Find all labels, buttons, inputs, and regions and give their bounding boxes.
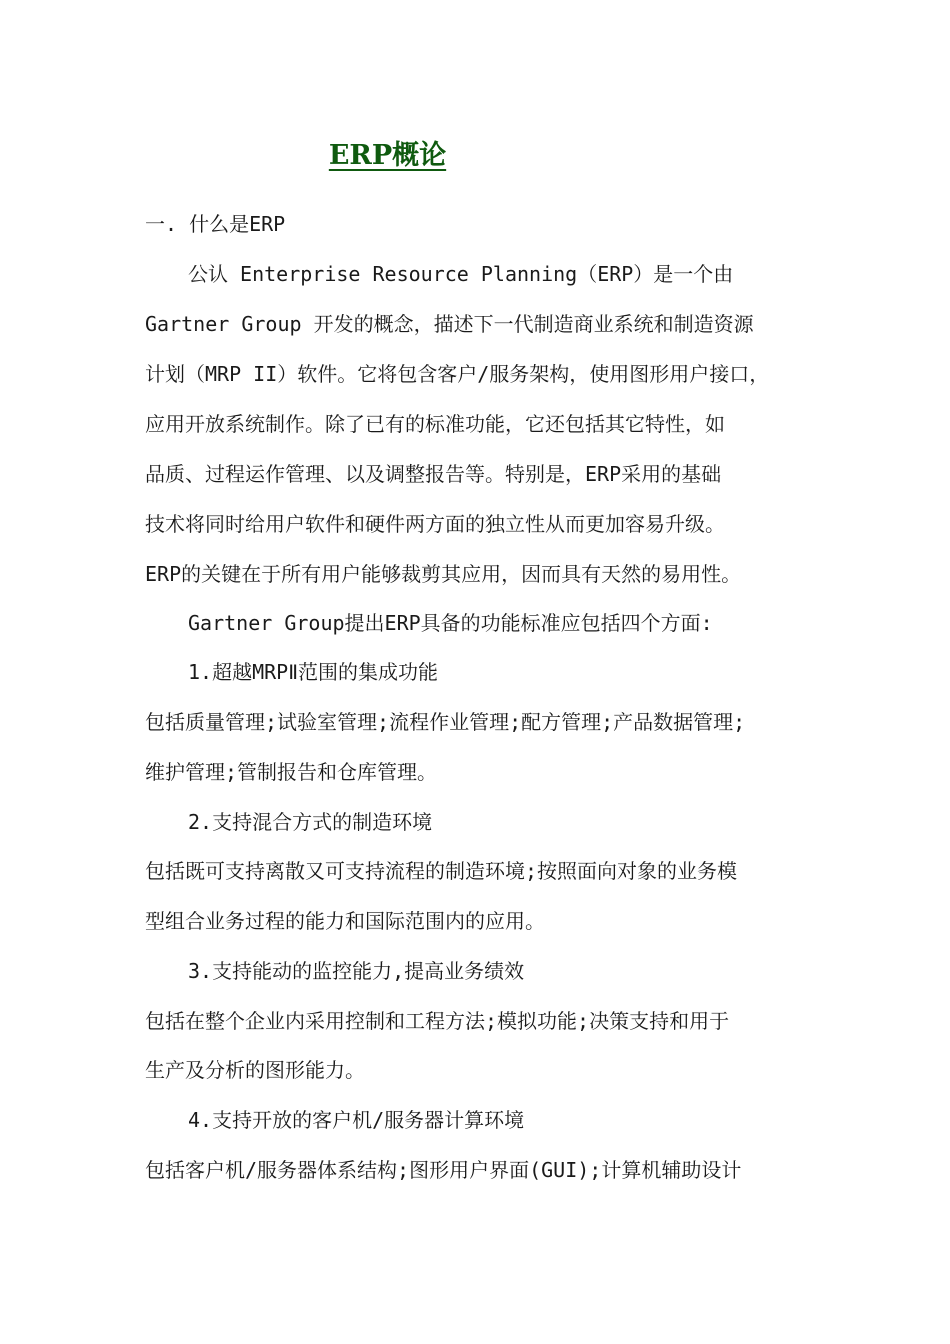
paragraph-line: ERP的关键在于所有用户能够裁剪其应用，因而具有天然的易用性。 <box>145 562 742 586</box>
paragraph-line: 包括既可支持离散又可支持流程的制造环境;按照面向对象的业务模 <box>145 859 738 883</box>
paragraph-line: 维护管理;管制报告和仓库管理。 <box>145 760 438 784</box>
paragraph-line: 型组合业务过程的能力和国际范围内的应用。 <box>145 909 545 933</box>
paragraph-line: Gartner Group提出ERP具备的功能标准应包括四个方面: <box>188 611 713 635</box>
list-item-heading: 3.支持能动的监控能力,提高业务绩效 <box>188 959 525 983</box>
paragraph-line: 公认 Enterprise Resource Planning（ERP）是一个由 <box>188 262 734 286</box>
list-item-heading: 2.支持混合方式的制造环境 <box>188 810 433 834</box>
document-title: ERP概论 <box>328 140 447 171</box>
paragraph-line: 生产及分析的图形能力。 <box>145 1058 365 1082</box>
paragraph-line: Gartner Group 开发的概念，描述下一代制造商业系统和制造资源 <box>145 312 754 336</box>
paragraph-line: 计划（MRP II）软件。它将包含客户/服务架构，使用图形用户接口， <box>145 362 770 386</box>
paragraph-line: 品质、过程运作管理、以及调整报告等。特别是，ERP采用的基础 <box>145 462 722 486</box>
paragraph-line: 包括质量管理;试验室管理;流程作业管理;配方管理;产品数据管理; <box>145 710 746 734</box>
paragraph-line: 包括在整个企业内采用控制和工程方法;模拟功能;决策支持和用于 <box>145 1009 730 1033</box>
paragraph-line: 包括客户机/服务器体系结构;图形用户界面(GUI);计算机辅助设计 <box>145 1158 742 1182</box>
list-item-heading: 1.超越MRPⅡ范围的集成功能 <box>188 660 439 684</box>
paragraph-line: 应用开放系统制作。除了已有的标准功能，它还包括其它特性，如 <box>145 412 725 436</box>
list-item-heading: 4.支持开放的客户机/服务器计算环境 <box>188 1108 525 1132</box>
paragraph-line: 技术将同时给用户软件和硬件两方面的独立性从而更加容易升级。 <box>145 512 725 536</box>
section-heading: 一. 什么是ERP <box>145 212 286 236</box>
